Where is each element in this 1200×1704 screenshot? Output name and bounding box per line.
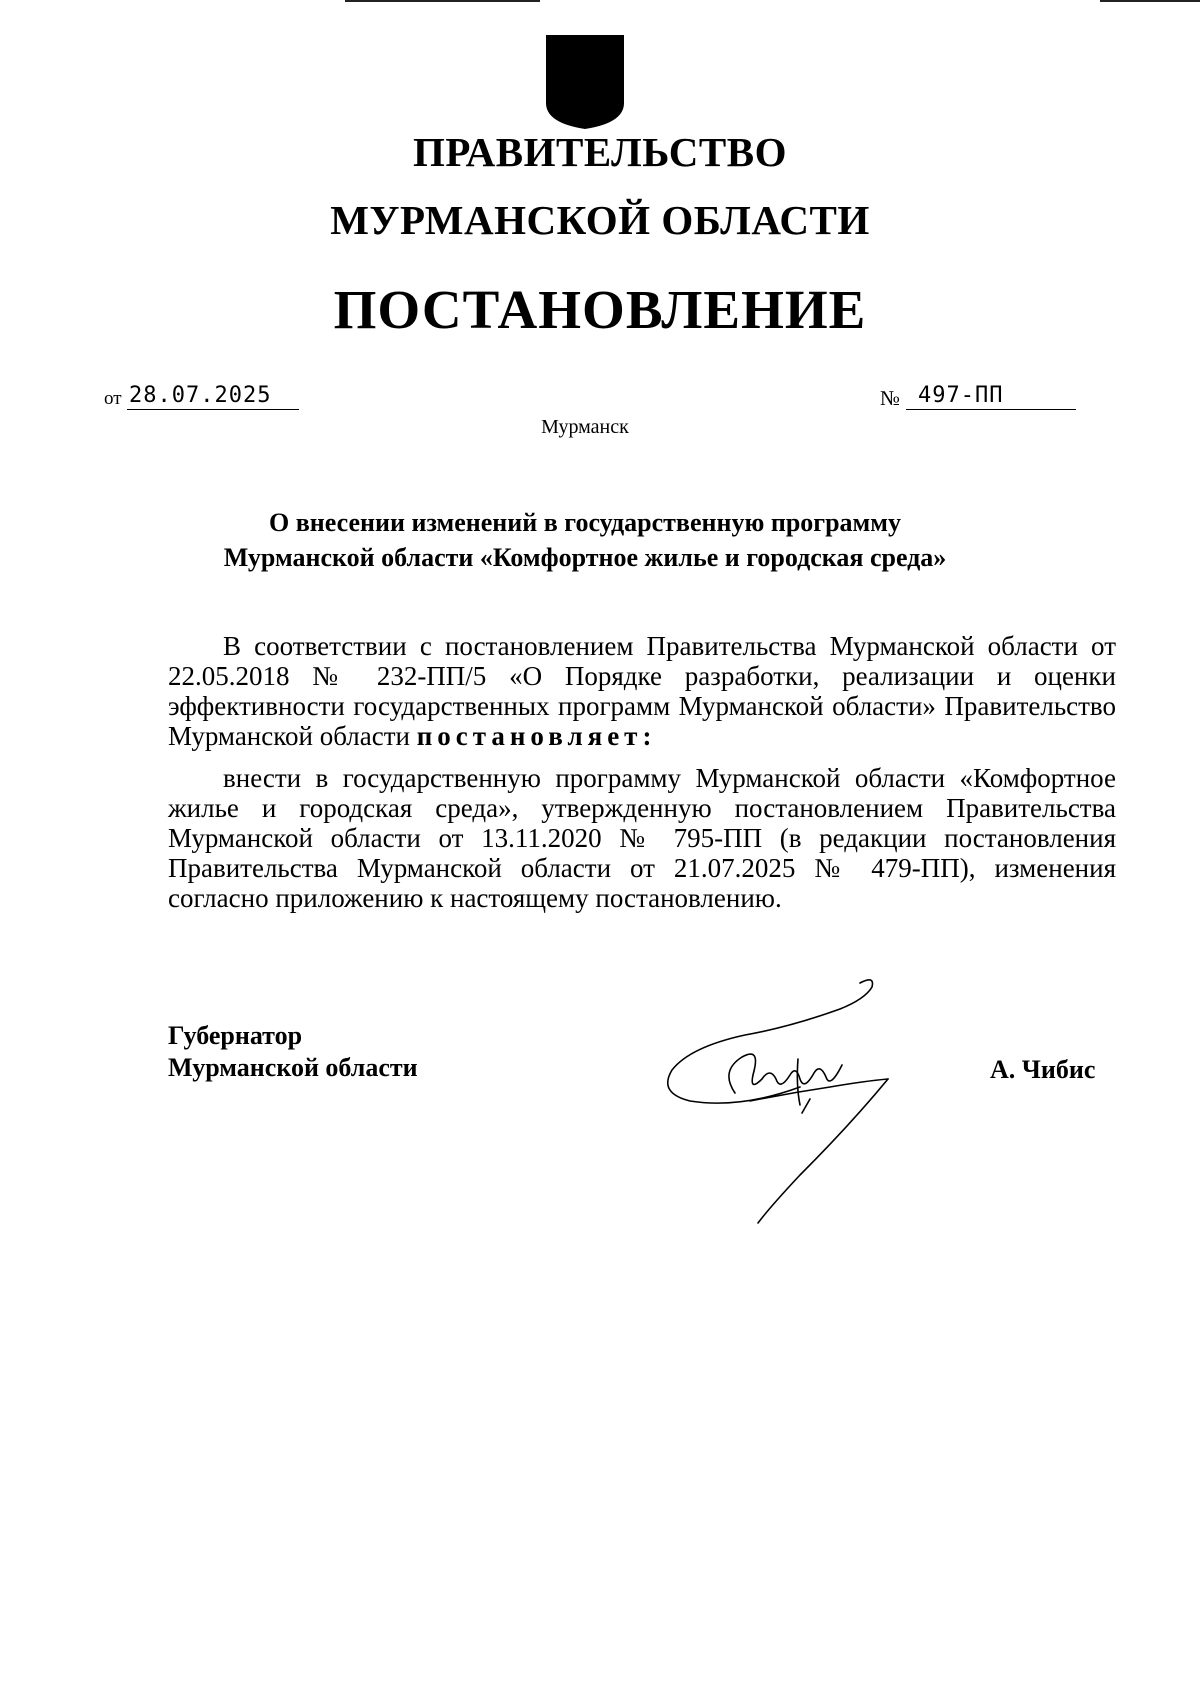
scan-edge-mark [345,0,540,2]
signatory-name: А. Чибис [990,1055,1096,1084]
document-date: 28.07.2025 [127,383,299,410]
document-title-line1: О внесении изменений в государственную программу [269,508,901,537]
document-number: 497-ПП [906,383,1076,410]
document-title-line2: Мурманской области «Комфортное жилье и городская среда» [223,543,947,572]
resolution-keyword: постановляет: [416,721,657,751]
handwritten-signature [650,975,930,1235]
preamble-text: В соответствии с постановлением Правительства Мурманской области от 22.05.2018 № 232-ПП/5 «О Порядке разработки, реализации и оценки эффективности государственных программ Мурманской области» Правительство Мурманской области [168,631,1116,751]
coat-of-arms-emblem [544,33,626,131]
resolution-paragraph: внести в государственную программу Мурманской области «Комфортное жилье и городская среда», утвержденную постановлением Правительства Мурманской области от 13.11.2020 № 795-ПП (в редакции постановления Правительства Мурманской области от 21.07.2025 № 479-ПП), изменения согласно приложению к настоящему постановлению. [168,763,1116,913]
signatory-position-line1: Губернатор [168,1021,303,1050]
document-type-heading: ПОСТАНОВЛЕНИЕ [333,279,867,340]
date-label: от [104,388,122,409]
scan-edge-mark [1100,0,1200,2]
document-title [150,505,1020,575]
number-label: № [880,386,901,410]
document-city: Мурманск [541,416,629,438]
signatory-position-line2: Мурманской области [168,1053,418,1082]
organization-name-line2: МУРМАНСКОЙ ОБЛАСТИ [330,197,870,243]
signatory-position [168,1020,418,1084]
organization-name-line1: ПРАВИТЕЛЬСТВО [412,129,788,175]
preamble-paragraph [168,631,1116,751]
